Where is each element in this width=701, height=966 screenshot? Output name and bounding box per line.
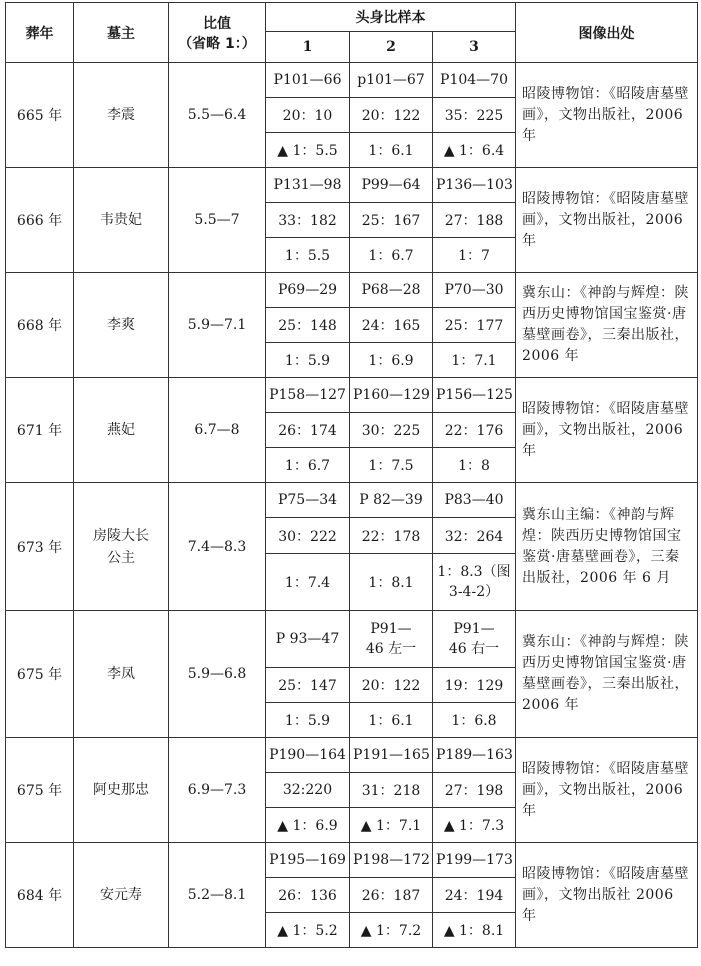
cell-head-ratio: 1：7.1 xyxy=(433,343,516,378)
cell-source: 昭陵博物馆：《昭陵唐墓壁画》，文物出版社 2006 年 xyxy=(516,843,698,948)
cell-measure: 27：198 xyxy=(433,773,516,808)
cell-head-ratio: 1：6.7 xyxy=(266,448,350,483)
table-container xyxy=(5,2,698,948)
cell-year: 668 年 xyxy=(6,273,74,378)
cell-page: P91—46 左一 xyxy=(350,611,433,668)
cell-measure: 22：178 xyxy=(350,518,433,554)
cell-measure: 30：225 xyxy=(350,413,433,448)
cell-head-ratio: 1：6.1 xyxy=(350,703,433,738)
cell-page: P156—125 xyxy=(433,378,516,413)
cell-ratio-range: 5.9—6.8 xyxy=(169,611,266,738)
cell-measure: 26：136 xyxy=(266,878,350,913)
header-owner: 墓主 xyxy=(74,3,169,63)
cell-year: 675 年 xyxy=(6,738,74,843)
cell-year: 684 年 xyxy=(6,843,74,948)
cell-head-ratio: 1：7.5 xyxy=(350,448,433,483)
cell-ratio-range: 5.5—6.4 xyxy=(169,63,266,168)
head-body-ratio-table xyxy=(5,2,698,948)
cell-measure: 20：122 xyxy=(350,668,433,703)
cell-page: P136—103 xyxy=(433,168,516,203)
cell-head-ratio: ▲ 1：5.5 xyxy=(266,133,350,168)
cell-page: P 93—47 xyxy=(266,611,350,668)
cell-page: P198—172 xyxy=(350,843,433,878)
header-sample-2: 2 xyxy=(350,32,433,63)
cell-ratio-range: 7.4—8.3 xyxy=(169,483,266,611)
cell-owner: 燕妃 xyxy=(74,378,169,483)
cell-measure: 33：182 xyxy=(266,203,350,238)
cell-ratio-range: 6.7—8 xyxy=(169,378,266,483)
cell-head-ratio: 1：8.3（图 3-4-2） xyxy=(433,554,516,611)
cell-measure: 19：129 xyxy=(433,668,516,703)
cell-measure: 26：187 xyxy=(350,878,433,913)
cell-measure: 24：165 xyxy=(350,308,433,343)
cell-page: P199—173 xyxy=(433,843,516,878)
cell-page: P70—30 xyxy=(433,273,516,308)
cell-year: 666 年 xyxy=(6,168,74,273)
cell-page: P68—28 xyxy=(350,273,433,308)
header-ratio-note: （省略 1：） xyxy=(178,35,256,52)
cell-head-ratio: 1：7 xyxy=(433,238,516,273)
cell-measure: 22：176 xyxy=(433,413,516,448)
cell-measure: 32：264 xyxy=(433,518,516,554)
cell-page: P104—70 xyxy=(433,63,516,98)
cell-head-ratio: 1：5.5 xyxy=(266,238,350,273)
cell-measure: 32:220 xyxy=(266,773,350,808)
cell-ratio-range: 6.9—7.3 xyxy=(169,738,266,843)
cell-year: 665 年 xyxy=(6,63,74,168)
cell-head-ratio: ▲ 1：6.9 xyxy=(266,808,350,843)
cell-page: P191—165 xyxy=(350,738,433,773)
cell-head-ratio: ▲ 1：8.1 xyxy=(433,913,516,948)
cell-measure: 26：174 xyxy=(266,413,350,448)
cell-measure: 25：167 xyxy=(350,203,433,238)
cell-source: 昭陵博物馆：《昭陵唐墓壁画》，文物出版社，2006 年 xyxy=(516,63,698,168)
cell-page: P 82—39 xyxy=(350,483,433,518)
cell-ratio-range: 5.2—8.1 xyxy=(169,843,266,948)
cell-measure: 20：10 xyxy=(266,98,350,133)
cell-page: P158—127 xyxy=(266,378,350,413)
cell-head-ratio: 1：5.9 xyxy=(266,343,350,378)
cell-page: p101—67 xyxy=(350,63,433,98)
header-samples: 头身比样本 xyxy=(266,3,516,32)
cell-head-ratio: ▲ 1：5.2 xyxy=(266,913,350,948)
header-source: 图像出处 xyxy=(516,3,698,63)
cell-head-ratio: ▲ 1：6.4 xyxy=(433,133,516,168)
cell-ratio-range: 5.9—7.1 xyxy=(169,273,266,378)
cell-head-ratio: 1：7.4 xyxy=(266,554,350,611)
cell-owner: 李震 xyxy=(74,63,169,168)
header-year: 葬年 xyxy=(6,3,74,63)
cell-page: P99—64 xyxy=(350,168,433,203)
cell-page: P131—98 xyxy=(266,168,350,203)
cell-measure: 25：148 xyxy=(266,308,350,343)
cell-head-ratio: 1：5.9 xyxy=(266,703,350,738)
cell-head-ratio: 1：6.8 xyxy=(433,703,516,738)
cell-measure: 20：122 xyxy=(350,98,433,133)
cell-source: 冀东山主编：《神韵与辉煌：陕西历史博物馆国宝鉴赏·唐墓壁画卷》，三秦出版社，2006 年 6 月 xyxy=(516,483,698,611)
cell-owner: 韦贵妃 xyxy=(74,168,169,273)
cell-measure: 35：225 xyxy=(433,98,516,133)
cell-owner: 阿史那忠 xyxy=(74,738,169,843)
cell-owner: 安元寿 xyxy=(74,843,169,948)
cell-source: 冀东山：《神韵与辉煌：陕西历史博物馆国宝鉴赏·唐墓壁画卷》，三秦出版社，2006 年 xyxy=(516,611,698,738)
cell-measure: 27：188 xyxy=(433,203,516,238)
cell-source: 昭陵博物馆：《昭陵唐墓壁画》，文物出版社，2006 年 xyxy=(516,738,698,843)
cell-head-ratio: 1：6.7 xyxy=(350,238,433,273)
cell-page: P160—129 xyxy=(350,378,433,413)
cell-page: P75—34 xyxy=(266,483,350,518)
cell-source: 冀东山：《神韵与辉煌：陕西历史博物馆国宝鉴赏·唐墓壁画卷》，三秦出版社，2006 年 xyxy=(516,273,698,378)
cell-page: P189—163 xyxy=(433,738,516,773)
cell-measure: 24：194 xyxy=(433,878,516,913)
cell-head-ratio: ▲ 1：7.3 xyxy=(433,808,516,843)
cell-page: P83—40 xyxy=(433,483,516,518)
cell-head-ratio: ▲ 1：7.1 xyxy=(350,808,433,843)
cell-measure: 31：218 xyxy=(350,773,433,808)
header-ratio xyxy=(169,3,266,63)
cell-page: P69—29 xyxy=(266,273,350,308)
header-ratio-title: 比值 xyxy=(203,15,231,32)
cell-head-ratio: ▲ 1：7.2 xyxy=(350,913,433,948)
cell-head-ratio: 1：6.9 xyxy=(350,343,433,378)
header-sample-3: 3 xyxy=(433,32,516,63)
cell-page: P101—66 xyxy=(266,63,350,98)
cell-measure: 25：177 xyxy=(433,308,516,343)
cell-head-ratio: 1：6.1 xyxy=(350,133,433,168)
cell-source: 昭陵博物馆：《昭陵唐墓壁画》，文物出版社，2006 年 xyxy=(516,168,698,273)
header-sample-1: 1 xyxy=(266,32,350,63)
cell-year: 671 年 xyxy=(6,378,74,483)
cell-head-ratio: 1：8 xyxy=(433,448,516,483)
cell-year: 673 年 xyxy=(6,483,74,611)
cell-owner: 房陵大长公主 xyxy=(74,483,169,611)
cell-head-ratio: 1：8.1 xyxy=(350,554,433,611)
cell-page: P91—46 右一 xyxy=(433,611,516,668)
cell-measure: 30：222 xyxy=(266,518,350,554)
cell-page: P190—164 xyxy=(266,738,350,773)
cell-owner: 李凤 xyxy=(74,611,169,738)
cell-source: 昭陵博物馆：《昭陵唐墓壁画》，文物出版社，2006 年 xyxy=(516,378,698,483)
cell-ratio-range: 5.5—7 xyxy=(169,168,266,273)
cell-measure: 25：147 xyxy=(266,668,350,703)
cell-page: P195—169 xyxy=(266,843,350,878)
cell-owner: 李爽 xyxy=(74,273,169,378)
cell-year: 675 年 xyxy=(6,611,74,738)
